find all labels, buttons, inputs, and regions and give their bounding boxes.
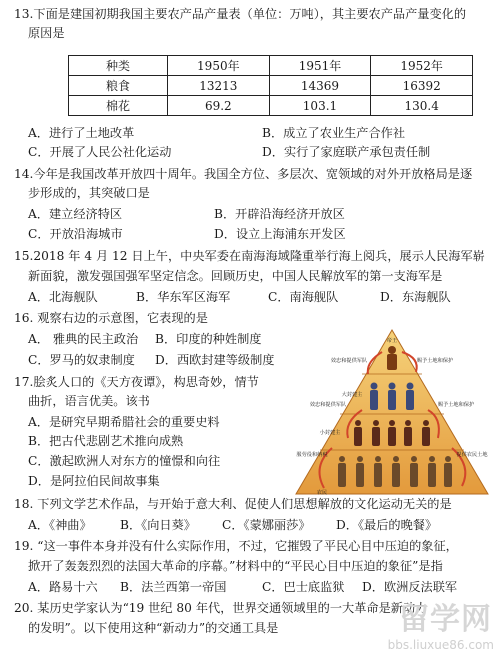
q15-stem-line2: 新面貌，激发强国强军坚定信念。回顾历史，中国人民解放军的第一支海军是: [28, 269, 443, 283]
q13-stem-line1: 13.下面是建国初期我国主要农产品产量表（单位：万吨），其主要农产品产量变化的: [14, 7, 467, 21]
q13-stem-line2: 原因是: [28, 26, 65, 40]
q13-option-b[interactable]: B．成立了农业生产合作社: [262, 126, 406, 140]
label-loyalty-2: 效忠和提供军队: [309, 402, 347, 408]
q15-option-d[interactable]: D．东海舰队: [380, 290, 451, 304]
q17-stem-line2: 曲折，语言优美。该书: [28, 394, 150, 408]
q16-option-d[interactable]: D．西欧封建等级制度: [155, 353, 275, 367]
q19-stem-line1: 19. “这一事件本身并没有什么实际作用，不过，它摧毁了平民心目中压迫的象征，: [14, 539, 458, 553]
table-cell: 棉花: [69, 96, 168, 116]
table-cell: 130.4: [371, 96, 473, 116]
table-cell: 103.1: [269, 96, 371, 116]
q17-option-b[interactable]: B．把古代悲剧艺术推向成熟: [28, 434, 184, 448]
q17-option-c[interactable]: C．激起欧洲人对东方的憧憬和向往: [28, 454, 221, 468]
label-grant-1: 赐予土地和保护: [416, 358, 454, 364]
table-header-cell: 1952年: [371, 56, 473, 76]
table-header-cell: 1951年: [269, 56, 371, 76]
q15-option-a[interactable]: A．北海舰队: [28, 290, 98, 304]
table-cell: 69.2: [168, 96, 270, 116]
q16-option-b[interactable]: B．印度的种姓制度: [155, 332, 262, 346]
q19-option-b[interactable]: B．法兰西第一帝国: [120, 580, 227, 594]
production-table: [68, 55, 473, 116]
site-watermark: [346, 594, 496, 652]
q15-stem-line1: 15.2018 年 4 月 12 日上午，中央军委在南海海域隆重举行海上阅兵，展示人民海军崭: [14, 249, 485, 263]
q17-option-a[interactable]: A．是研究早期希腊社会的重要史料: [28, 415, 220, 429]
label-grant-2: 赐予土地和保护: [437, 402, 475, 408]
q14-option-a[interactable]: A．建立经济特区: [28, 207, 123, 221]
q16-stem: 16. 观察右边的示意图，它表现的是: [14, 311, 208, 325]
table-row: [69, 96, 473, 116]
label-farmer: 农民: [316, 490, 328, 496]
table-cell: 16392: [371, 76, 473, 96]
feudal-hierarchy-diagram: [288, 326, 496, 498]
q14-stem-line2: 步形成的，其突破口是: [28, 186, 150, 200]
q14-option-c[interactable]: C．开放沿海城市: [28, 227, 123, 241]
q19-option-c[interactable]: C．巴士底监狱: [262, 580, 345, 594]
table-header-row: [69, 56, 473, 76]
table-header-cell: 种类: [69, 56, 168, 76]
q13-option-d[interactable]: D．实行了家庭联产承包责任制: [262, 145, 431, 159]
label-small-lord: 小封建主: [319, 430, 341, 436]
q13-option-a[interactable]: A．进行了土地改革: [28, 126, 135, 140]
q19-stem-line2: 掀开了轰轰烈烈的法国大革命的序幕。”材料中的“平民心目中压迫的象征”是指: [28, 559, 443, 573]
table-cell: 14369: [269, 76, 371, 96]
label-king: 帝王: [386, 338, 398, 344]
q18-option-a[interactable]: A．《神曲》: [28, 518, 92, 532]
q14-option-b[interactable]: B．开辟沿海经济开放区: [214, 207, 345, 221]
label-land: 提供农民土地: [456, 452, 488, 458]
q20-stem-line2: 的发明”。以下使用这种“新动力”的交通工具是: [28, 621, 279, 635]
q19-option-a[interactable]: A．路易十六: [28, 580, 98, 594]
q18-option-d[interactable]: D．《最后的晚餐》: [336, 518, 438, 532]
table-cell: 13213: [168, 76, 270, 96]
king-figure: [387, 346, 397, 370]
q18-option-c[interactable]: C．《蒙娜丽莎》: [222, 518, 311, 532]
q17-stem-line1: 17.脍炙人口的《天方夜谭》，构思奇妙，情节: [14, 375, 259, 389]
watermark-logo: 留学网: [399, 602, 492, 637]
q16-option-a[interactable]: A． 雅典的民主政治: [28, 332, 139, 346]
label-loyalty-1: 效忠和提供军队: [330, 358, 368, 364]
q15-option-b[interactable]: B．华东军区海军: [136, 290, 231, 304]
watermark-url: bbs.liuxue86.com: [387, 638, 494, 652]
q17-option-d[interactable]: D．是阿拉伯民间故事集: [28, 474, 160, 488]
q18-stem: 18. 下列文学艺术作品，与开始于意大利、促使人们思想解放的文化运动无关的是: [14, 497, 452, 511]
label-service: 服劳役和纳税: [296, 452, 328, 458]
q14-option-d[interactable]: D．设立上海浦东开发区: [214, 227, 346, 241]
label-great-lord: 大封建主: [341, 392, 363, 398]
q19-option-d[interactable]: D．欧洲反法联军: [362, 580, 458, 594]
great-lord-figures: [370, 383, 414, 411]
table-row: [69, 76, 473, 96]
q16-option-c[interactable]: C．罗马的奴隶制度: [28, 353, 135, 367]
table-cell: 粮食: [69, 76, 168, 96]
table-header-cell: 1950年: [168, 56, 270, 76]
q14-stem-line1: 14.今年是我国改革开放四十周年。我国全方位、多层次、宽领域的对外开放格局是逐: [14, 167, 473, 181]
q20-stem-line1: 20. 某历史学家认为“19 世纪 80 年代，世界交通领域里的一大革命是新动力: [14, 601, 428, 615]
q15-option-c[interactable]: C．南海舰队: [268, 290, 339, 304]
q13-option-c[interactable]: C．开展了人民公社化运动: [28, 145, 172, 159]
q18-option-b[interactable]: B．《向日葵》: [120, 518, 196, 532]
